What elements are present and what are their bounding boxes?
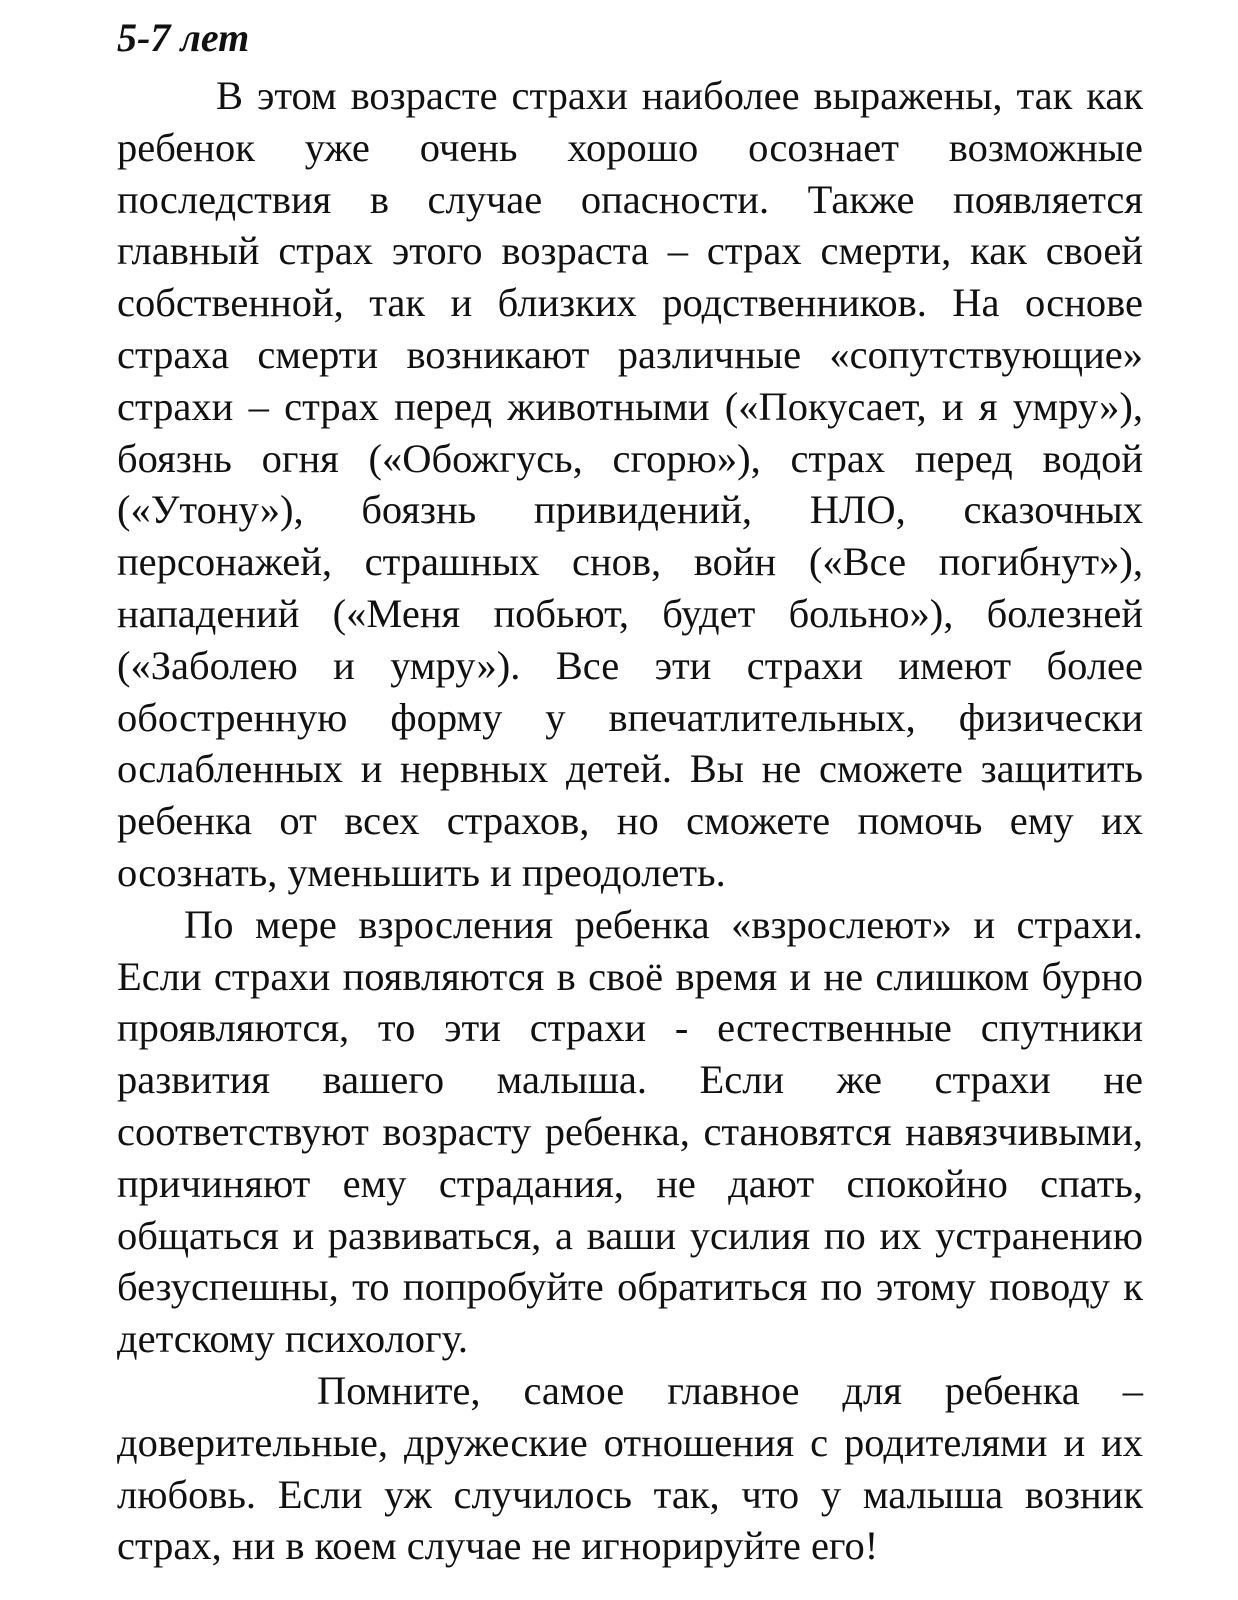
document-page (117, 12, 1143, 1572)
paragraph-fears-description: В этом возрасте страхи наиболее выражены, так как ребенок уже очень хорошо осознает возможные последствия в случае опасности. Также появляется главный страх этого возраста – страх смерти, как своей собственной, так и близких родственников. На основе страха смерти возникают различные «сопутствующие» страхи – страх перед животными («Покусает, и я умру»), боязнь огня («Обожгусь, сгорю»), страх перед водой («Утону»), боязнь привидений, НЛО, сказочных персонажей, страшных снов, войн («Все погибнут»), нападений («Меня побьют, будет больно»), болезней («Заболею и умру»). Все эти страхи имеют более обостренную форму у впечатлительных, физически ослабленных и нервных детей. Вы не сможете защитить ребенка от всех страхов, но сможете помочь ему их осознать, уменьшить и преодолеть. (117, 73, 1143, 895)
section-heading: 5-7 лет (117, 15, 250, 60)
paragraph-growing-up: По мере взросления ребенка «взрослеют» и страхи. Если страхи появляются в своё время и не слишком бурно проявляются, то эти страхи - естественные спутники развития вашего малыша. Если же страхи не соответствуют возрасту ребенка, становятся навязчивыми, причиняют ему страдания, не дают спокойно спать, общаться и развиваться, а ваши усилия по их устранению безуспешны, то попробуйте обратиться по этому поводу к детскому психологу. (117, 901, 1143, 1362)
paragraph-remember: Помните, самое главное для ребенка – доверительные, дружеские отношения с родителями и их любовь. Если уж случилось так, что у малыша возник страх, ни в коем случае не игнорируйте его! (117, 1367, 1143, 1569)
